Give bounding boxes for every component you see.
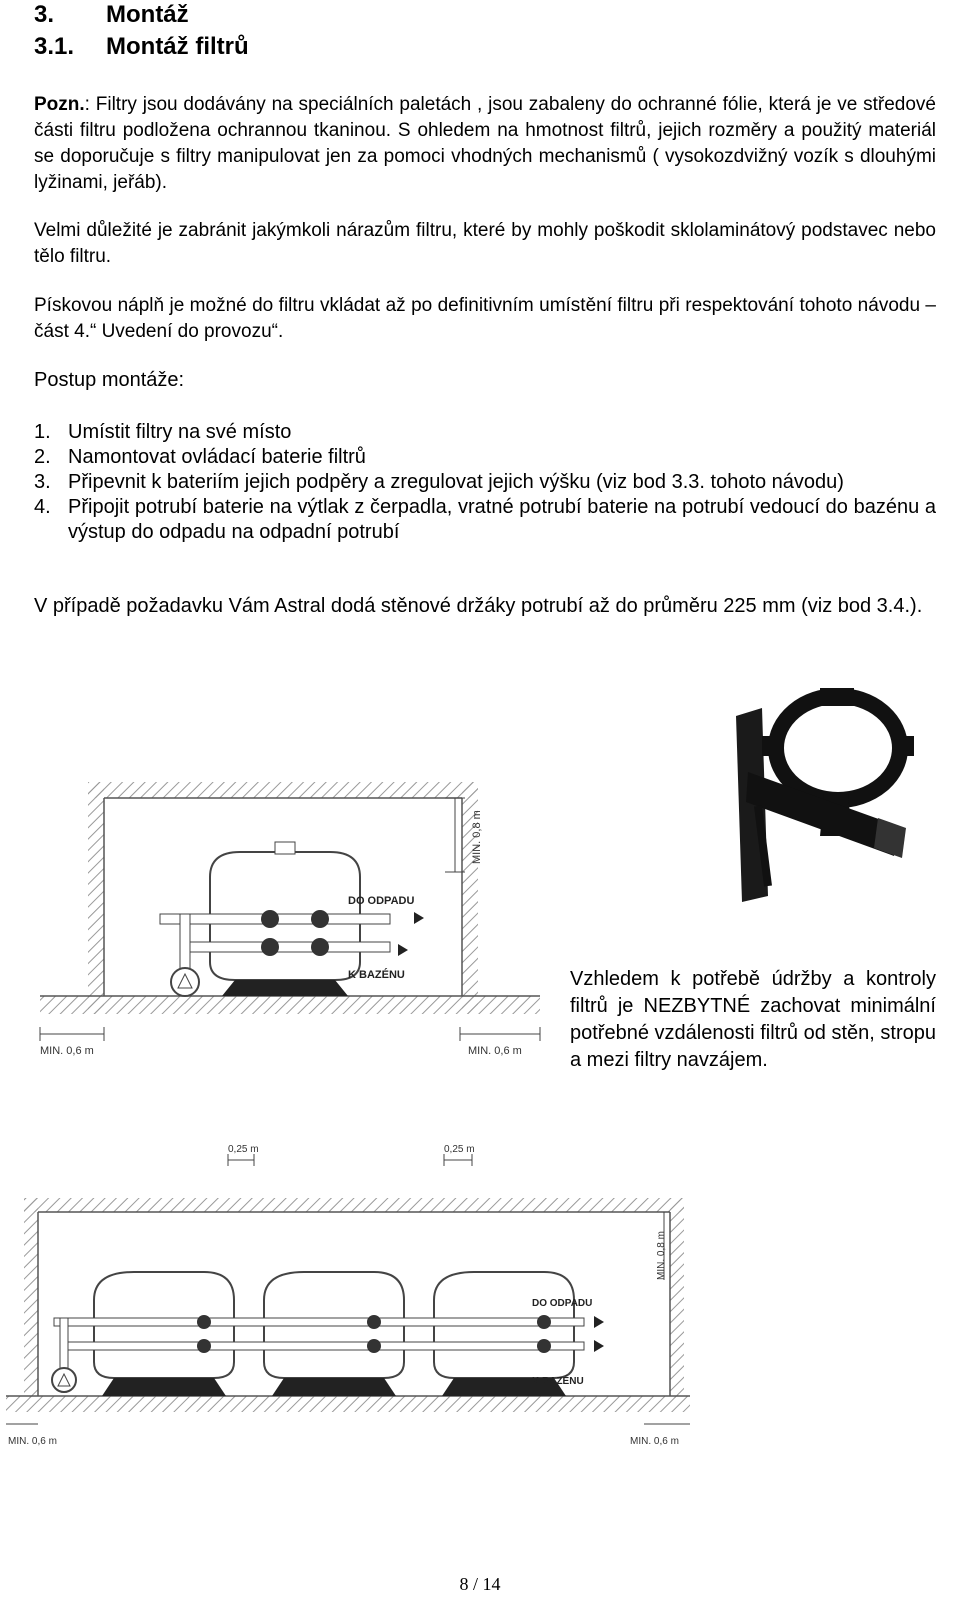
list-item-text: Namontovat ovládací baterie filtrů xyxy=(68,446,366,468)
dim-gap1-label: 0,25 m xyxy=(228,1144,259,1155)
waste-arrow-icon xyxy=(414,912,424,924)
side-note: Vzhledem k potřebě údržby a kontroly filtrů je NEZBYTNÉ zachovat minimální potřebné vzdálenosti filtrů od stěn, stropu a mezi filtry navzájem. xyxy=(570,968,936,1071)
dim-ceiling-label: MIN. 0,8 m xyxy=(656,1231,667,1280)
waste-arrow-icon xyxy=(594,1316,604,1328)
subsection-number: 3.1. xyxy=(34,33,75,60)
note-label: Pozn. xyxy=(34,94,85,115)
list-item-number: 3. xyxy=(34,471,51,493)
dim-right-label: MIN. 0,6 m xyxy=(468,1045,522,1057)
astral-paragraph: V případě požadavku Vám Astral dodá stěnové držáky potrubí až do průměru 225 mm (viz bod 3.4.). xyxy=(34,595,923,617)
subsection-heading xyxy=(34,32,249,62)
note-text: : Filtry jsou dodávány na speciálních paletách , jsou zabaleny do ochranné fólie, která je ve středové části filtru podložena ochrannou tkaninou. S ohledem na hmotnost filtrů, jejich rozměry a použitý materiál se doporučuje s filtry manipulovat jen za pomoci vhodných mechanismů ( vysokozdvižný vozík s dlouhými lyžinami, jeřáb). xyxy=(34,94,936,193)
section-number: 3. xyxy=(34,1,55,28)
pool-label: K BAZÉNU xyxy=(348,969,405,981)
pool-arrow-icon xyxy=(398,944,408,956)
list-item xyxy=(34,495,936,545)
dim-ceiling-label: MIN. 0,8 m xyxy=(471,810,483,864)
note-paragraph xyxy=(34,92,936,196)
impact-paragraph: Velmi důležité je zabránit jakýmkoli nárazům filtru, které by mohly poškodit sklolaminátový podstavec nebo tělo filtru. xyxy=(34,220,936,267)
diagram-three-filters xyxy=(4,1140,694,1452)
page-number: 8 / 14 xyxy=(459,1574,501,1594)
dim-right-label: MIN. 0,6 m xyxy=(630,1436,679,1447)
waste-label: DO ODPADU xyxy=(532,1298,593,1309)
dim-gap2-label: 0,25 m xyxy=(444,1144,475,1155)
dim-left-label: MIN. 0,6 m xyxy=(8,1436,57,1447)
section-title: Montáž xyxy=(106,1,189,28)
list-item-text: Umístit filtry na své místo xyxy=(68,421,292,443)
procedure-title: Postup montáže: xyxy=(34,369,185,391)
list-item-number: 1. xyxy=(34,421,51,443)
section-heading xyxy=(34,0,189,30)
list-item-number: 4. xyxy=(34,496,51,518)
list-item-number: 2. xyxy=(34,446,51,468)
list-item-text: Připojit potrubí baterie na výtlak z čerpadla, vratné potrubí baterie na potrubí vedoucí do bazénu a výstup do odpadu na odpadní potrubí xyxy=(68,496,936,543)
diagram-single-filter xyxy=(30,772,560,1070)
list-item-text: Připevnit k bateriím jejich podpěry a zregulovat jejich výšku (viz bod 3.3. tohoto návodu) xyxy=(68,471,844,493)
pool-label: K BAZÉNU xyxy=(532,1376,584,1387)
list-item xyxy=(34,420,936,445)
dim-left-label: MIN. 0,6 m xyxy=(40,1045,94,1057)
list-item xyxy=(34,470,936,495)
subsection-title: Montáž filtrů xyxy=(106,33,249,60)
sand-paragraph: Pískovou náplň je možné do filtru vkládat až po definitivním umístění filtru při respektování tohoto návodu – část 4.“ Uvedení do provozu“. xyxy=(34,295,936,342)
wall-bracket-illustration xyxy=(728,686,928,916)
list-item xyxy=(34,445,936,470)
pool-arrow-icon xyxy=(594,1340,604,1352)
waste-label: DO ODPADU xyxy=(348,895,415,907)
